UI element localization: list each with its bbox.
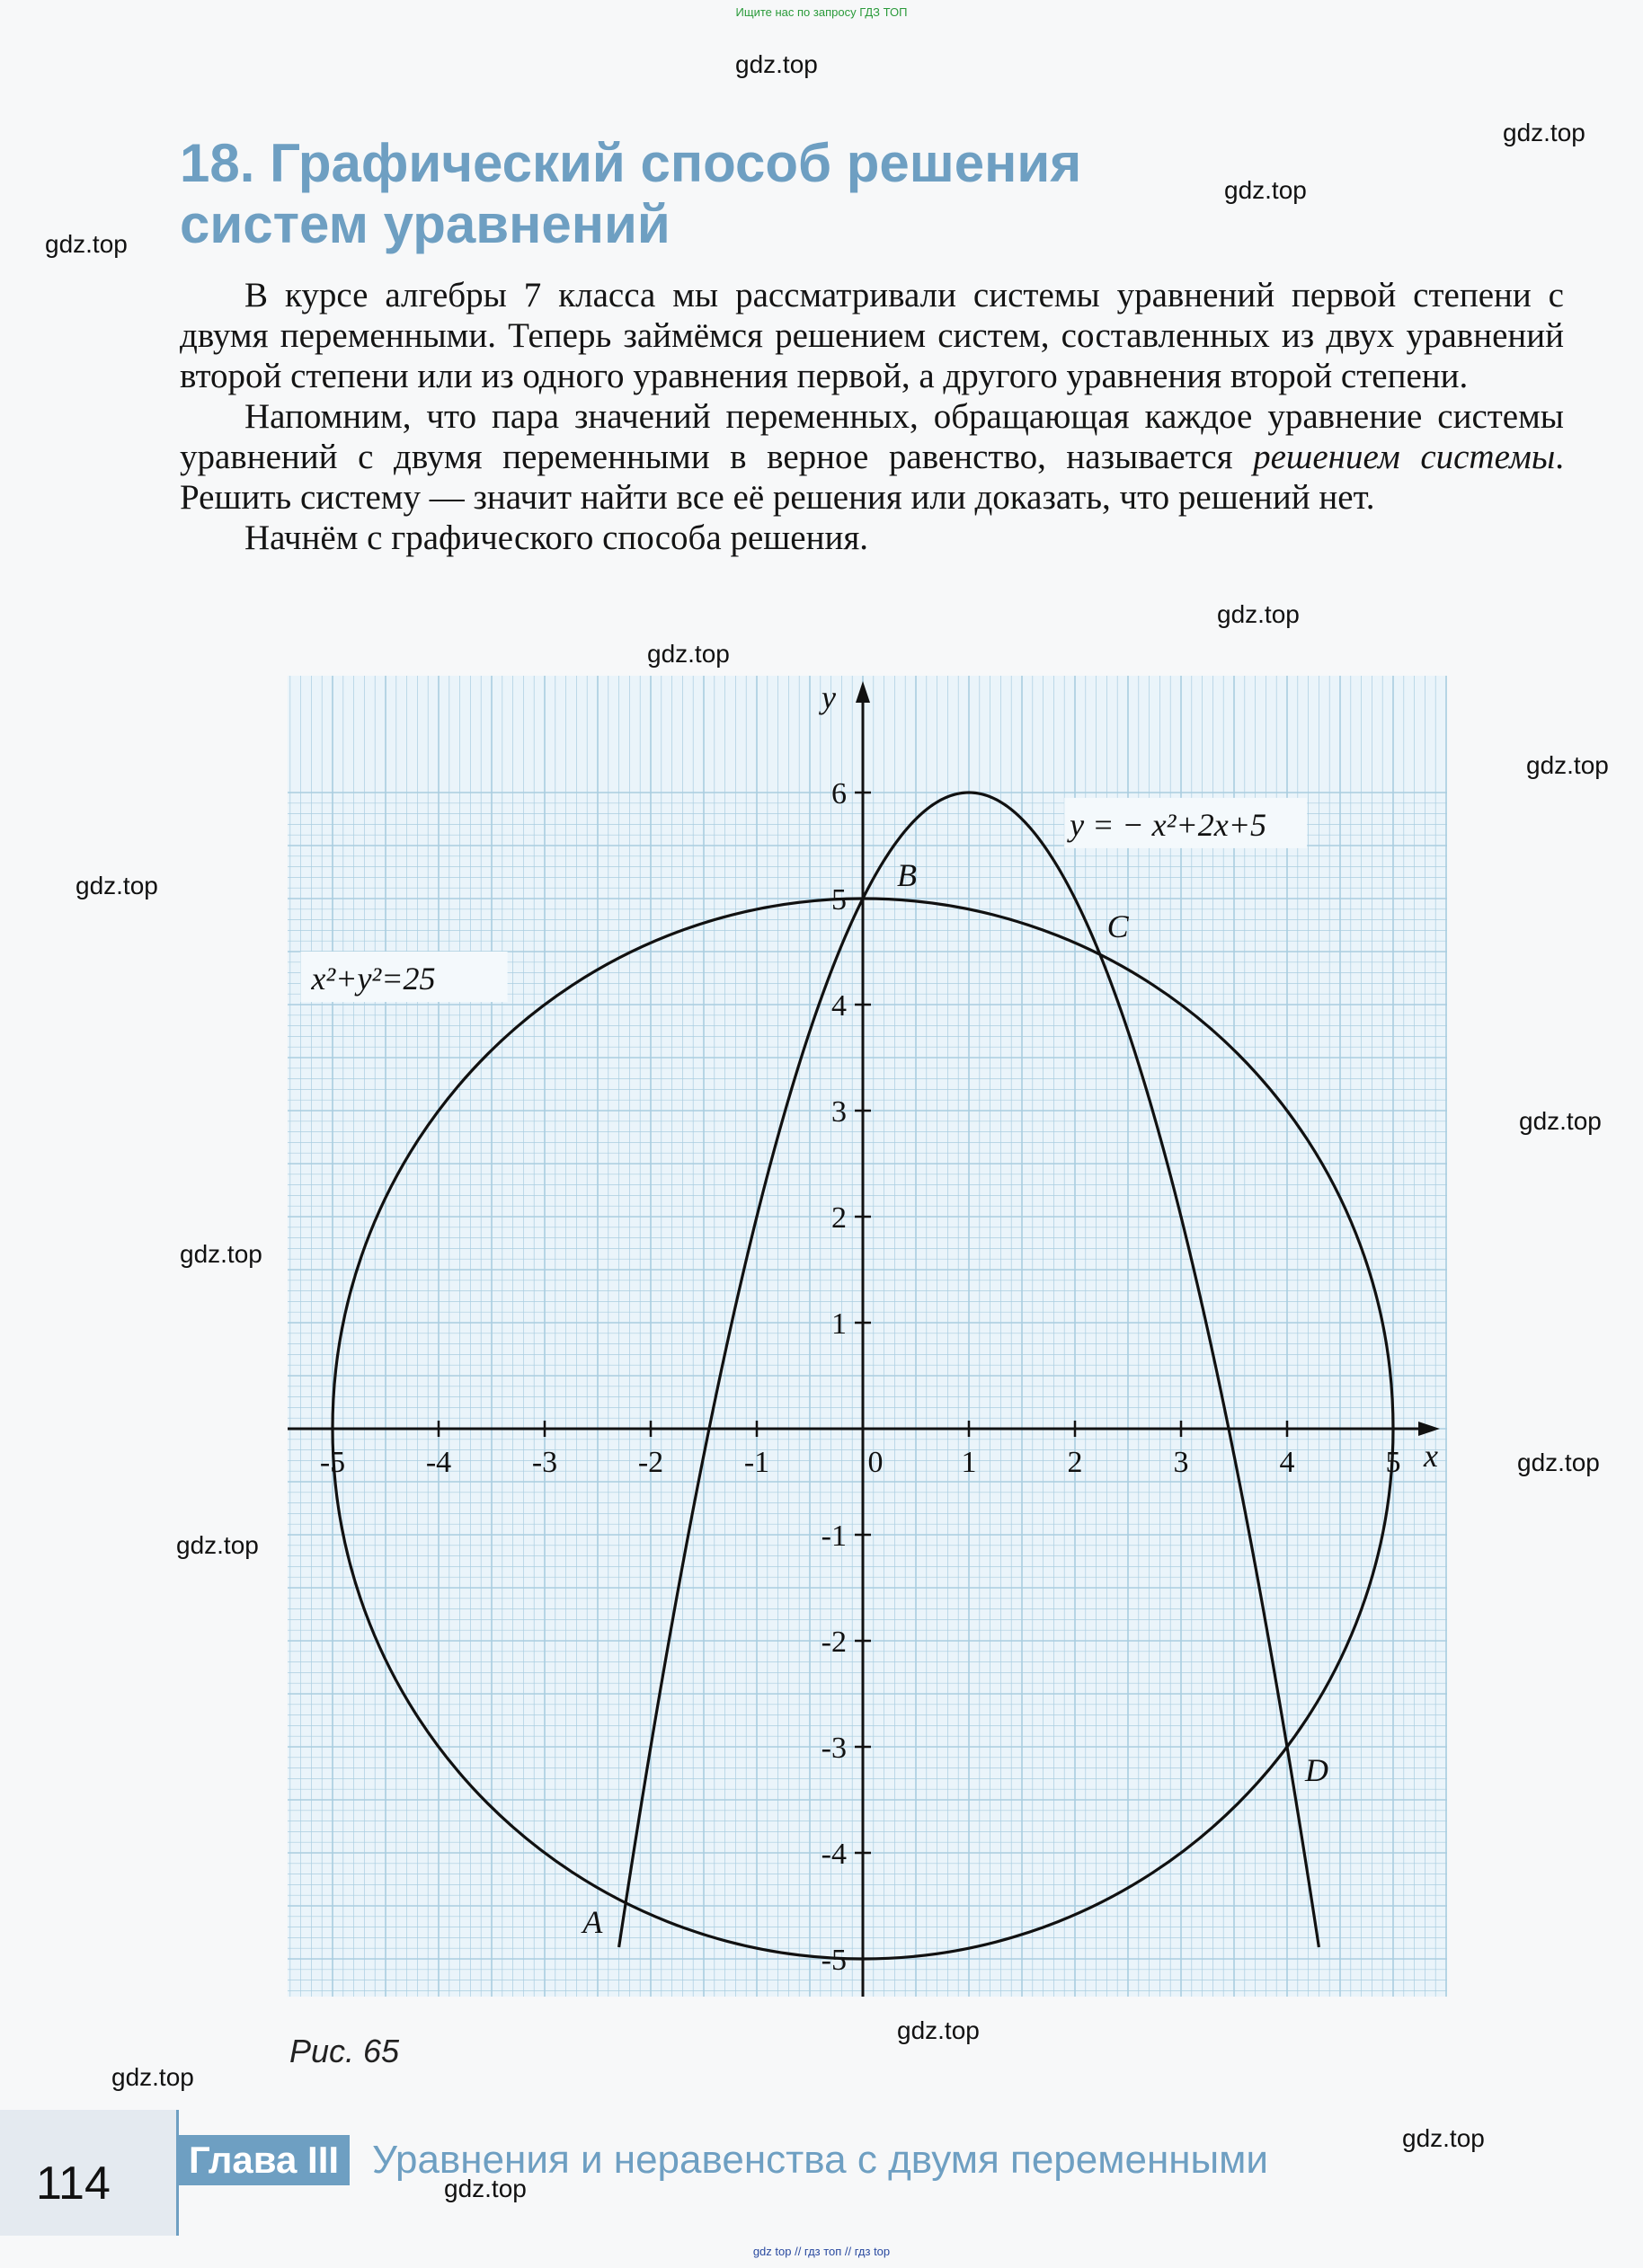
watermark: gdz.top	[1519, 1107, 1602, 1135]
body-text	[180, 275, 1564, 558]
x-tick-label: 0	[867, 1446, 884, 1479]
x-tick-label: -3	[531, 1446, 558, 1479]
watermark: gdz.top	[1224, 176, 1307, 204]
y-axis-label: y	[822, 679, 836, 715]
page-number: 114	[36, 2157, 111, 2210]
watermark: gdz.top	[735, 50, 818, 78]
point-label-a: A	[582, 1904, 603, 1940]
y-tick-label: 6	[831, 777, 847, 811]
y-tick-label: 5	[831, 883, 847, 917]
x-tick-label: -1	[743, 1446, 770, 1479]
x-tick-label: 3	[1173, 1446, 1189, 1479]
x-tick-label: 1	[961, 1446, 977, 1479]
watermark: gdz.top	[111, 2063, 194, 2091]
watermark: gdz.top	[45, 230, 128, 258]
paragraph-text: Напомним, что пара значений переменных, обращающая каждое уравнение системы уравнений с двумя переменными в верное равенство, называется	[180, 397, 1564, 476]
watermark: gdz.top	[1517, 1449, 1600, 1476]
watermark: gdz.top	[647, 640, 730, 668]
parabola-equation-label: y = − x²+2x+5	[1070, 806, 1267, 843]
x-tick-label: -2	[637, 1446, 664, 1479]
circle-equation-label: x²+y²=25	[311, 961, 436, 997]
chapter-badge: Глава III	[178, 2135, 350, 2185]
watermark: gdz.top	[1402, 2124, 1485, 2152]
x-tick-label: -4	[425, 1446, 452, 1479]
figure-65	[288, 676, 1456, 2010]
top-banner[interactable]: Ищите нас по запросу ГДЗ ТОП	[735, 5, 908, 19]
watermark: gdz.top	[180, 1240, 262, 1268]
term-emphasis: решением системы	[1253, 438, 1556, 476]
paragraph	[180, 396, 1564, 518]
y-tick-label: -5	[821, 1944, 847, 1977]
x-tick-label: 4	[1279, 1446, 1295, 1479]
watermark: gdz.top	[176, 1531, 259, 1559]
x-axis-label: x	[1424, 1438, 1438, 1474]
y-tick-label: 2	[831, 1201, 847, 1235]
y-tick-label: 1	[831, 1307, 847, 1341]
y-tick-label: -4	[821, 1838, 847, 1871]
bottom-banner[interactable]: gdz top // гдз топ // гдз top	[752, 2245, 891, 2258]
paragraph: Начнём с графического способа решения.	[244, 518, 869, 557]
y-tick-label: -3	[821, 1732, 847, 1765]
point-label-b: B	[897, 857, 917, 893]
watermark: gdz.top	[444, 2175, 527, 2202]
figure-caption: Рис. 65	[289, 2033, 400, 2069]
function-chart	[288, 676, 1456, 2006]
watermark: gdz.top	[1503, 119, 1585, 146]
point-label-c: C	[1106, 908, 1129, 944]
watermark: gdz.top	[1217, 600, 1300, 628]
section-heading	[180, 133, 1081, 255]
section-number: 18.	[180, 133, 255, 193]
heading-line-1	[180, 133, 1081, 194]
x-tick-label: 2	[1067, 1446, 1083, 1479]
watermark: gdz.top	[1526, 751, 1609, 779]
y-tick-label: -1	[821, 1519, 847, 1553]
y-tick-label: -2	[821, 1626, 847, 1659]
paragraph-text: . Решить систему — значит найти все её решения или доказать, что решений нет.	[180, 438, 1564, 517]
x-tick-label: 5	[1385, 1446, 1401, 1479]
y-tick-label: 3	[831, 1095, 847, 1129]
section-title-line-1: Графический способ решения	[270, 133, 1082, 193]
x-tick-label: -5	[319, 1446, 346, 1479]
graph-paper	[288, 676, 1447, 1997]
watermark: gdz.top	[75, 872, 158, 899]
watermark: gdz.top	[897, 2016, 980, 2044]
point-label-d: D	[1305, 1752, 1328, 1788]
paragraph: В курсе алгебры 7 класса мы рассматривали системы уравнений первой степени с двумя переменными. Теперь займёмся решением систем, составленных из двух уравнений второй степени или из одного уравнения первой, а другого уравнения второй степени.	[180, 276, 1564, 395]
y-tick-label: 4	[831, 989, 847, 1023]
chapter-title: Уравнения и неравенства с двумя переменными	[372, 2138, 1269, 2182]
section-title-line-2: систем уравнений	[180, 194, 671, 254]
